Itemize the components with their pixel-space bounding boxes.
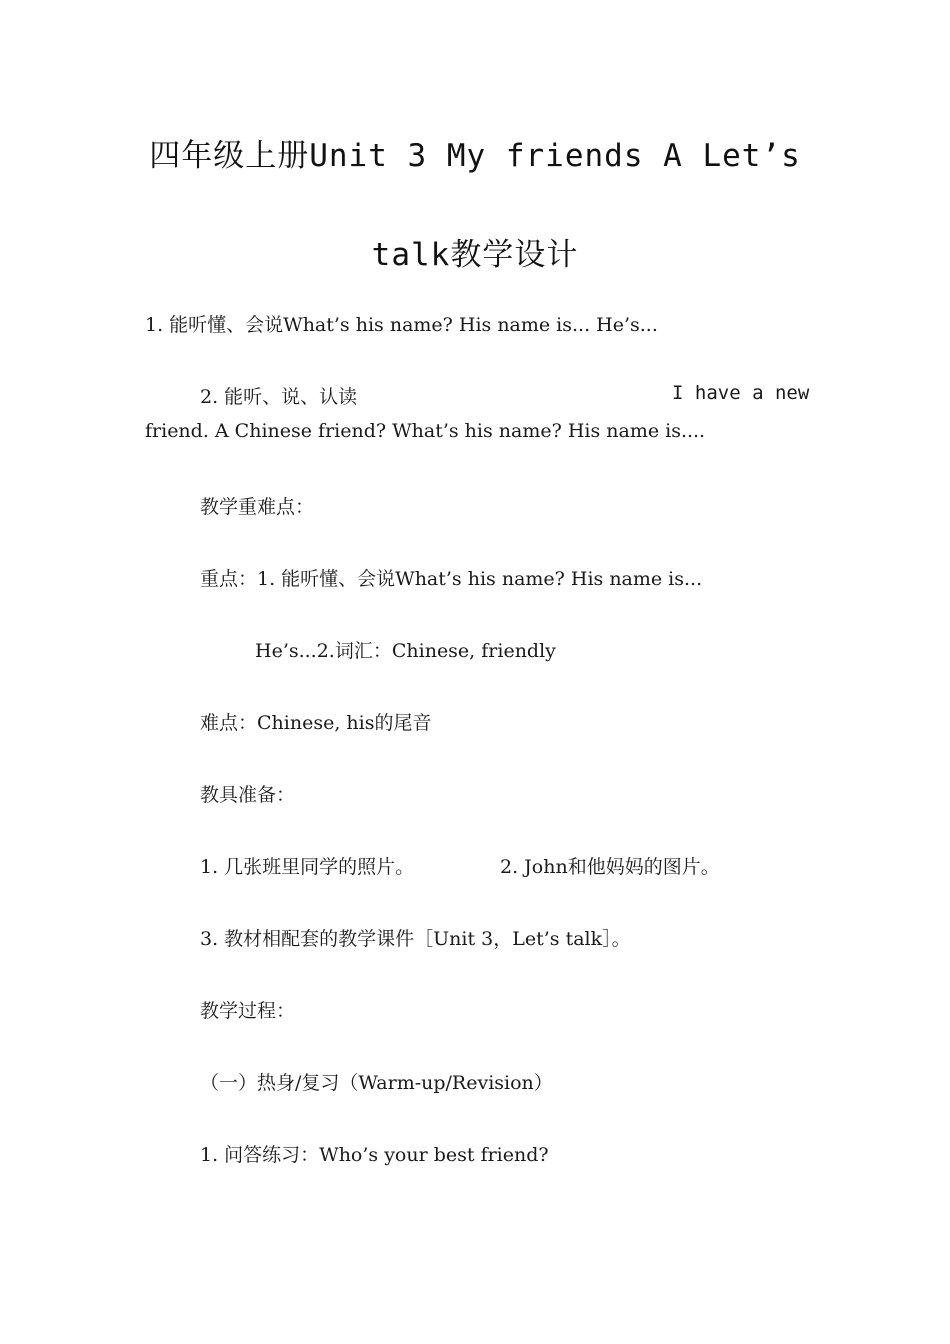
objective-1: 1. 能听懂、会说What’s his name? His name is... He’s... [145,314,658,336]
step-1-item-1: 1. 问答练习：Who’s your best friend? [200,1144,549,1166]
key-point-1: 重点：1. 能听懂、会说What’s his name? His name is... [200,568,703,590]
materials-heading: 教具准备： [200,784,296,806]
step-1-heading: （一）热身/复习（Warm-up/Revision） [200,1072,553,1094]
key-points-heading: 教学重难点： [200,496,315,518]
objective-2-sentence: I have a new [672,382,810,404]
material-1: 1. 几张班里同学的照片。 [200,856,415,878]
key-point-1-continued: He’s...2.词汇：Chinese, friendly [255,640,556,662]
objective-2-continued: friend. A Chinese friend? What’s his name? His name is.... [145,420,706,442]
document-title-line-2: talk教学设计 [371,237,579,273]
material-3: 3. 教材相配套的教学课件［Unit 3，Let’s talk］。 [200,928,631,950]
process-heading: 教学过程： [200,1000,296,1022]
difficult-point: 难点：Chinese, his的尾音 [200,712,432,734]
objective-2: 2. 能听、说、认读 [200,386,358,408]
material-2: 2. John和他妈妈的图片。 [500,856,720,878]
document-title-line-1: 四年级上册Unit 3 My friends A Let’s [149,138,801,174]
